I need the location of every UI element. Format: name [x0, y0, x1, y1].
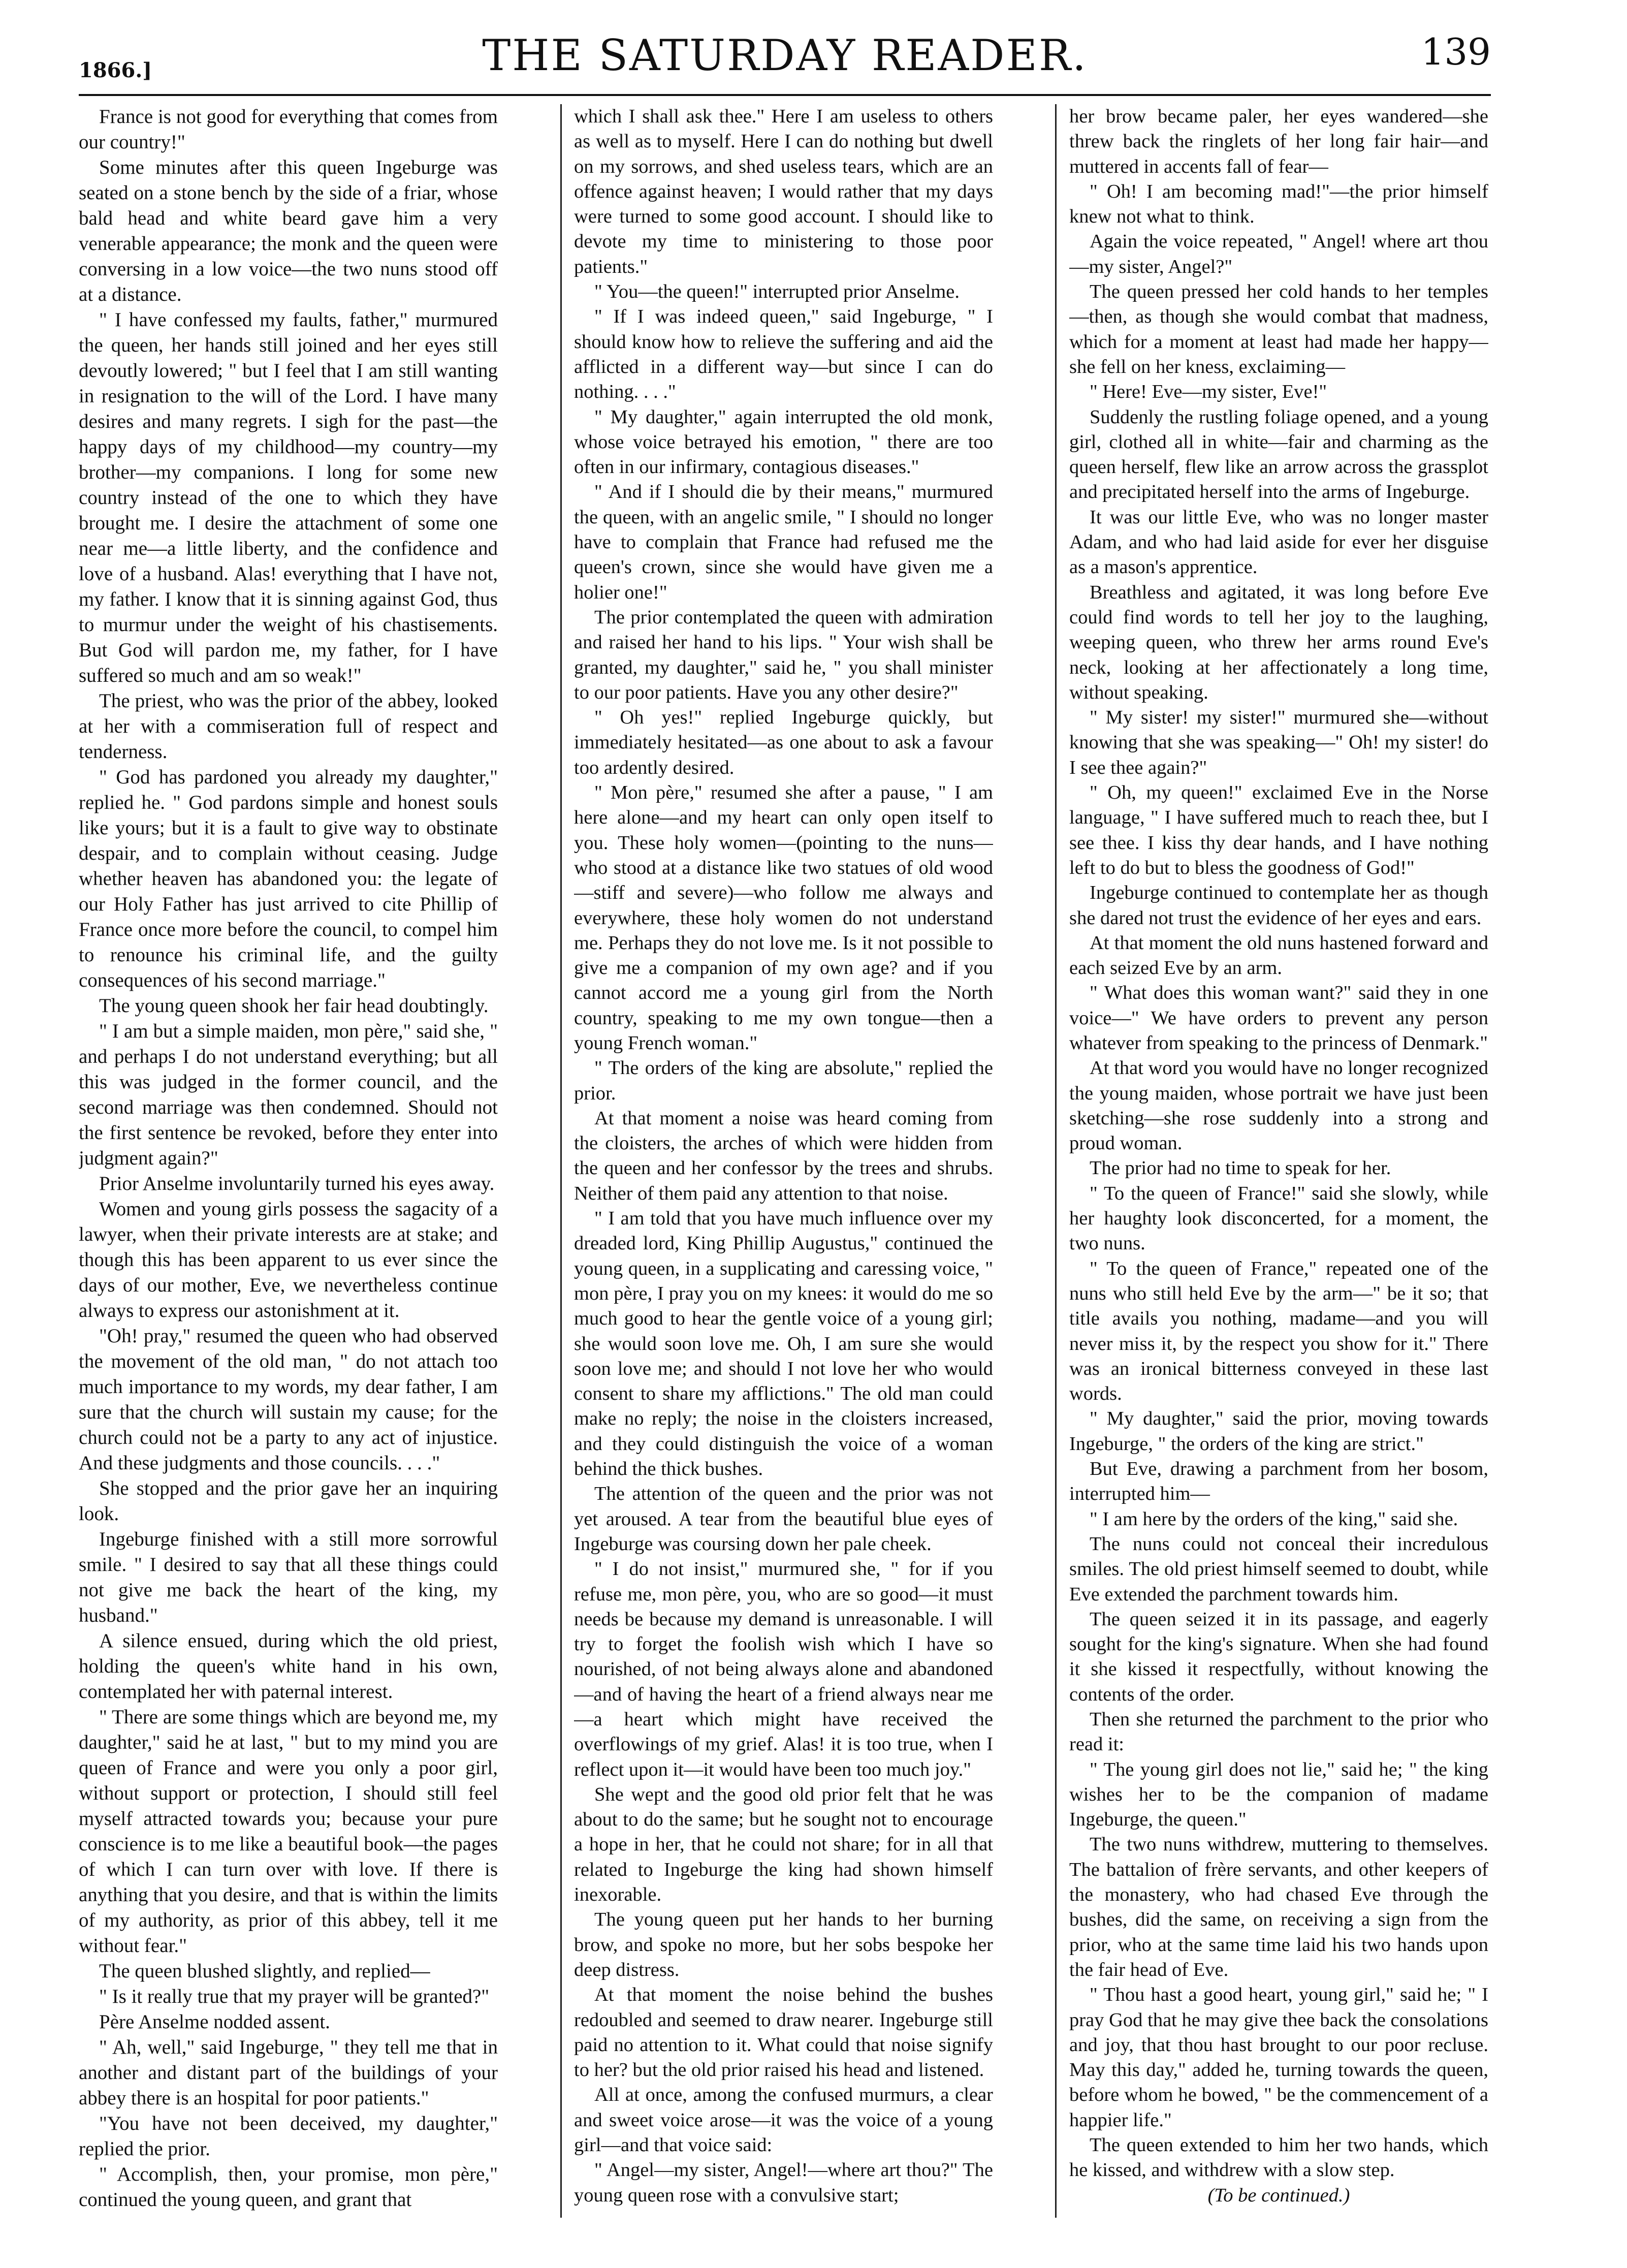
paragraph: The two nuns withdrew, muttering to themselves. The battalion of frère servants, and other keepers of the monastery, who had chased Eve through the bushes, did the same, on receiving a sign from the prior, who at the same time laid his two hands upon the fair head of Eve. — [1069, 1834, 1488, 1980]
paragraph: " My daughter," again interrupted the old monk, whose voice betrayed his emotion, " there are too often in our infirmary, contagious diseases." — [574, 406, 993, 478]
paragraph: Again the voice repeated, " Angel! where art thou—my sister, Angel?" — [1069, 231, 1488, 277]
paragraph: At that moment the old nuns hastened forward and each seized Eve by an arm. — [1069, 932, 1488, 979]
text-column-3 — [1069, 104, 1488, 2218]
paragraph: At that word you would have no longer recognized the young maiden, whose portrait we have just been sketching—she rose suddenly into a strong and proud woman. — [1069, 1057, 1488, 1154]
paragraph: Women and young girls possess the sagacity of a lawyer, when their private interests are at stake; and though this has been apparent to us ever since the days of our mother, Eve, we nevertheless continue always to express our astonishment at it. — [79, 1198, 498, 1321]
paragraph: " I have confessed my faults, father," murmured the queen, her hands still joined and her eyes still devoutly lowered; " but I feel that I am still wanting in resignation to the will of the Lord. I have many desires and many regrets. I sigh for the past—the happy days of my childhood—my country—my brother—my companions. I long for some new country instead of the one to which they have brought me. I desire the attachment of some one near me—a little liberty, and the confidence and love of a husband. Alas! everything that I have not, my father. I know that it is sinning against God, thus to murmur under the weight of his chastisements. But God will pardon me, my father, for I have suffered so much and am so weak!" — [79, 309, 498, 686]
paragraph: The prior had no time to speak for her. — [1090, 1157, 1391, 1179]
paragraph: " To the queen of France," repeated one of the nuns who still held Eve by the arm—" be it so; that title avails you nothing, madame—and you will never miss it, by the respect you show for it." There was an ironical bitterness conveyed in these last words. — [1069, 1257, 1488, 1405]
paragraph: The prior contemplated the queen with admiration and raised her hand to his lips. " Your wish shall be granted, my daughter," said he, " you shall minister to our poor patients. Have you any other desire?" — [574, 606, 993, 703]
paragraph: " Is it really true that my prayer will be granted?" — [99, 1986, 490, 2007]
paragraph: " Oh! I am becoming mad!"—the prior himself knew not what to think. — [1069, 180, 1488, 228]
paragraph: " To the queen of France!" said she slowly, while her haughty look disconcerted, for a moment, the two nuns. — [1069, 1182, 1488, 1254]
paragraph: Some minutes after this queen Ingeburge was seated on a stone bench by the side of a friar, whose bald head and white beard gave him a very venerable appearance; the monk and the queen were conversing in a low voice—the two nuns stood off at a distance. — [79, 156, 498, 305]
masthead-rule — [79, 94, 1491, 96]
paragraph: " I am but a simple maiden, mon père," said she, " and perhaps I do not understand everything; but all this was judged in the former council, and the second marriage was then condemned. Should not the first sentence be revoked, before they enter into judgment again?" — [79, 1020, 498, 1169]
paragraph: She stopped and the prior gave her an inquiring look. — [79, 1477, 498, 1525]
paragraph: " I am here by the orders of the king," said she. — [1090, 1508, 1458, 1530]
paragraph: Breathless and agitated, it was long before Eve could find words to tell her joy to the laughing, weeping queen, who threw her arms round Eve's neck, looking at her affectionately a long time, without speaking. — [1069, 581, 1488, 703]
masthead — [79, 30, 1491, 91]
paragraph: "Oh! pray," resumed the queen who had observed the movement of the old man, " do not attach too much importance to my words, my dear father, I am sure that the church will sustain my cause; for the church could not be a party to any act of injustice. And these judgments and those councils. . . ." — [79, 1325, 498, 1474]
paragraph: " I am told that you have much influence over my dreaded lord, King Phillip Augustus," continued the young queen, in a supplicating and caressing voice, " mon père, I pray you on my knees: it would do me so much good to hear the gentle voice of a young girl; she would soon love me. Oh, I am sure she would soon love me; and should I not love her who would consent to share my afflictions." The old man could make no reply; the noise in the cloisters increased, and they could distinguish the voice of a woman behind the thick bushes. — [574, 1208, 993, 1480]
paragraph: The queen blushed slightly, and replied— — [99, 1960, 430, 1982]
paragraph: " There are some things which are beyond me, my daughter," said he at last, " but to my mind you are queen of France and were you only a poor girl, without support or protection, I should still feel myself attracted towards you; because your pure conscience is to me like a beautiful book—the pages of which I can turn over with love. If there is anything that you desire, and that is within the limits of my authority, as prior of this abbey, tell it me without fear." — [79, 1706, 498, 1957]
paragraph: Prior Anselme involuntarily turned his eyes away. — [99, 1173, 495, 1194]
paragraph: " And if I should die by their means," murmured the queen, with an angelic smile, " I should no longer have to complain that France had refused me the queen's crown, since she would have given me a holier one!" — [574, 481, 993, 603]
paragraph: The queen extended to him her two hands, which he kissed, and withdrew with a slow step. — [1069, 2134, 1488, 2181]
paragraph: The priest, who was the prior of the abbey, looked at her with a commiseration full of respect and tenderness. — [79, 690, 498, 763]
newspaper-title: THE SATURDAY READER. — [482, 30, 1088, 80]
paragraph: " If I was indeed queen," said Ingeburge, " I should know how to relieve the suffering and aid the afflicted in a different way—but since I can do nothing. . . ." — [574, 306, 993, 403]
column-divider — [1055, 104, 1057, 2218]
paragraph: " The young girl does not lie," said he; " the king wishes her to be the companion of madame Ingeburge, the queen." — [1069, 1758, 1488, 1831]
paragraph: " Oh yes!" replied Ingeburge quickly, but immediately hesitated—as one about to ask a favour too ardently desired. — [574, 707, 993, 778]
paragraph: " I do not insist," murmured she, " for if you refuse me, mon père, you, who are so good—it must needs be because my demand is unreasonable. I will try to forget the foolish wish which I have so nourished, of not being always alone and abandoned—and of having the heart of a friend always near me—a heart which might have received the overflowings of my grief. Alas! it is too true, when I reflect upon it—it would have been too much joy." — [574, 1558, 993, 1780]
paragraph: Père Anselme nodded assent. — [99, 2011, 330, 2033]
text-column-2 — [574, 104, 993, 2218]
paragraph: " My sister! my sister!" murmured she—without knowing that she was speaking—" Oh! my sister! do I see thee again?" — [1069, 707, 1488, 778]
paragraph: The young queen shook her fair head doubtingly. — [99, 995, 489, 1017]
paragraph: The nuns could not conceal their incredulous smiles. The old priest himself seemed to doubt, while Eve extended the parchment towards him. — [1069, 1533, 1488, 1605]
paragraph: which I shall ask thee." Here I am useless to others as well as to myself. Here I can do nothing but dwell on my sorrows, and shed useless tears, which are an offence against heaven; I would rather that my days were turned to some good account. I should like to devote my time to ministering to those poor patients." — [574, 106, 993, 277]
text-column-1 — [79, 104, 498, 2218]
paragraph: Then she returned the parchment to the prior who read it: — [1069, 1709, 1488, 1755]
paragraph: Suddenly the rustling foliage opened, and a young girl, clothed all in white—fair and charming as the queen herself, flew like an arrow across the grassplot and precipitated herself into the arms of Ingeburge. — [1069, 406, 1488, 503]
paragraph: A silence ensued, during which the old priest, holding the queen's white hand in his own, contemplated her with paternal interest. — [79, 1630, 498, 1703]
paragraph: " Ah, well," said Ingeburge, " they tell me that in another and distant part of the buildings of your abbey there is an hospital for poor patients." — [79, 2036, 498, 2109]
paragraph: She wept and the good old prior felt that he was about to do the same; but he sought not to encourage a hope in her, that he could not share; for in all that related to Ingeburge the king had shown himself inexorable. — [574, 1783, 993, 1906]
paragraph: " My daughter," said the prior, moving towards Ingeburge, " the orders of the king are strict." — [1069, 1408, 1488, 1455]
paragraph: But Eve, drawing a parchment from her bosom, interrupted him— — [1069, 1458, 1488, 1505]
paragraph: The queen seized it in its passage, and eagerly sought for the king's signature. When she had found it she kissed it respectfully, without knowing the contents of the order. — [1069, 1608, 1488, 1705]
paragraph: "You have not been deceived, my daughter," replied the prior. — [79, 2113, 498, 2160]
paragraph: The queen pressed her cold hands to her temples—then, as though she would combat that madness, which for a moment at least had made her happy—she fell on her kness, exclaiming— — [1069, 281, 1488, 377]
paragraph: her brow became paler, her eyes wandered—she threw back the ringlets of her long fair hair—and muttered in accents fall of fear— — [1069, 106, 1488, 177]
paragraph: " You—the queen!" interrupted prior Anselme. — [594, 281, 960, 303]
issue-date: 1866.] — [79, 58, 152, 82]
paragraph: France is not good for everything that comes from our country!" — [79, 106, 498, 153]
paragraph: " Mon père," resumed she after a pause, " I am here alone—and my heart can only open itself to you. These holy women—(pointing to the nuns—who stood at a distance like two statues of old wood—stiff and severe)—who follow me always and everywhere, these holy women do not understand me. Perhaps they do not love me. Is it not possible to give me a companion of my own age? and if you cannot accord me a young girl from the North country, speaking to me my own tongue—then a young French woman." — [574, 782, 993, 1054]
paragraph: The young queen put her hands to her burning brow, and spoke no more, but her sobs bespoke her deep distress. — [574, 1909, 993, 1980]
page-number: 139 — [1421, 30, 1491, 73]
paragraph: " Thou hast a good heart, young girl," said he; " I pray God that he may give thee back the consolations and joy, that thou hast brought to our poor recluse. May this day," added he, turning towards the queen, before whom he bowed, " be the commencement of a happier life." — [1069, 1984, 1488, 2131]
column-divider — [560, 104, 562, 2218]
paragraph: Ingeburge continued to contemplate her as though she dared not trust the evidence of her eyes and ears. — [1069, 882, 1488, 929]
paragraph: " Accomplish, then, your promise, mon père," continued the young queen, and grant that — [79, 2163, 498, 2211]
paragraph: At that moment the noise behind the bushes redoubled and seemed to draw nearer. Ingeburge still paid no attention to it. What could that noise signify to her? but the old prior raised his head and listened. — [574, 1984, 993, 2081]
continuation-note: (To be continued.) — [1207, 2184, 1350, 2206]
paragraph: It was our little Eve, who was no longer master Adam, and who had laid aside for ever her disguise as a mason's apprentice. — [1069, 506, 1488, 578]
paragraph: " God has pardoned you already my daughter," replied he. " God pardons simple and honest souls like yours; but it is a fault to give way to obstinate despair, and to complain without ceasing. Judge whether heaven has abandoned you: the legate of our Holy Father has just arrived to cite Phillip of France once more before the council, to compel him to renounce his criminal life, and the guilty consequences of his second marriage." — [79, 766, 498, 991]
paragraph: " Angel—my sister, Angel!—where art thou?" The young queen rose with a convulsive start; — [574, 2159, 993, 2206]
paragraph: " The orders of the king are absolute," replied the prior. — [574, 1057, 993, 1104]
paragraph: At that moment a noise was heard coming from the cloisters, the arches of which were hidden from the queen and her confessor by the trees and shrubs. Neither of them paid any attention to that noise. — [574, 1107, 993, 1204]
paragraph: " Oh, my queen!" exclaimed Eve in the Norse language, " I have suffered much to reach thee, but I see thee. I kiss thy dear hands, and I have nothing left to do but to bless the goodness of God!" — [1069, 782, 1488, 878]
paragraph: " What does this woman want?" said they in one voice—" We have orders to prevent any person whatever from speaking to the princess of Denmark." — [1069, 982, 1488, 1054]
paragraph: " Here! Eve—my sister, Eve!" — [1090, 381, 1327, 403]
paragraph: The attention of the queen and the prior was not yet aroused. A tear from the beautiful blue eyes of Ingeburge was coursing down her pale cheek. — [574, 1483, 993, 1555]
paragraph: All at once, among the confused murmurs, a clear and sweet voice arose—it was the voice of a young girl—and that voice said: — [574, 2084, 993, 2156]
paragraph: Ingeburge finished with a still more sorrowful smile. " I desired to say that all these things could not give me back the heart of the king, my husband." — [79, 1528, 498, 1626]
